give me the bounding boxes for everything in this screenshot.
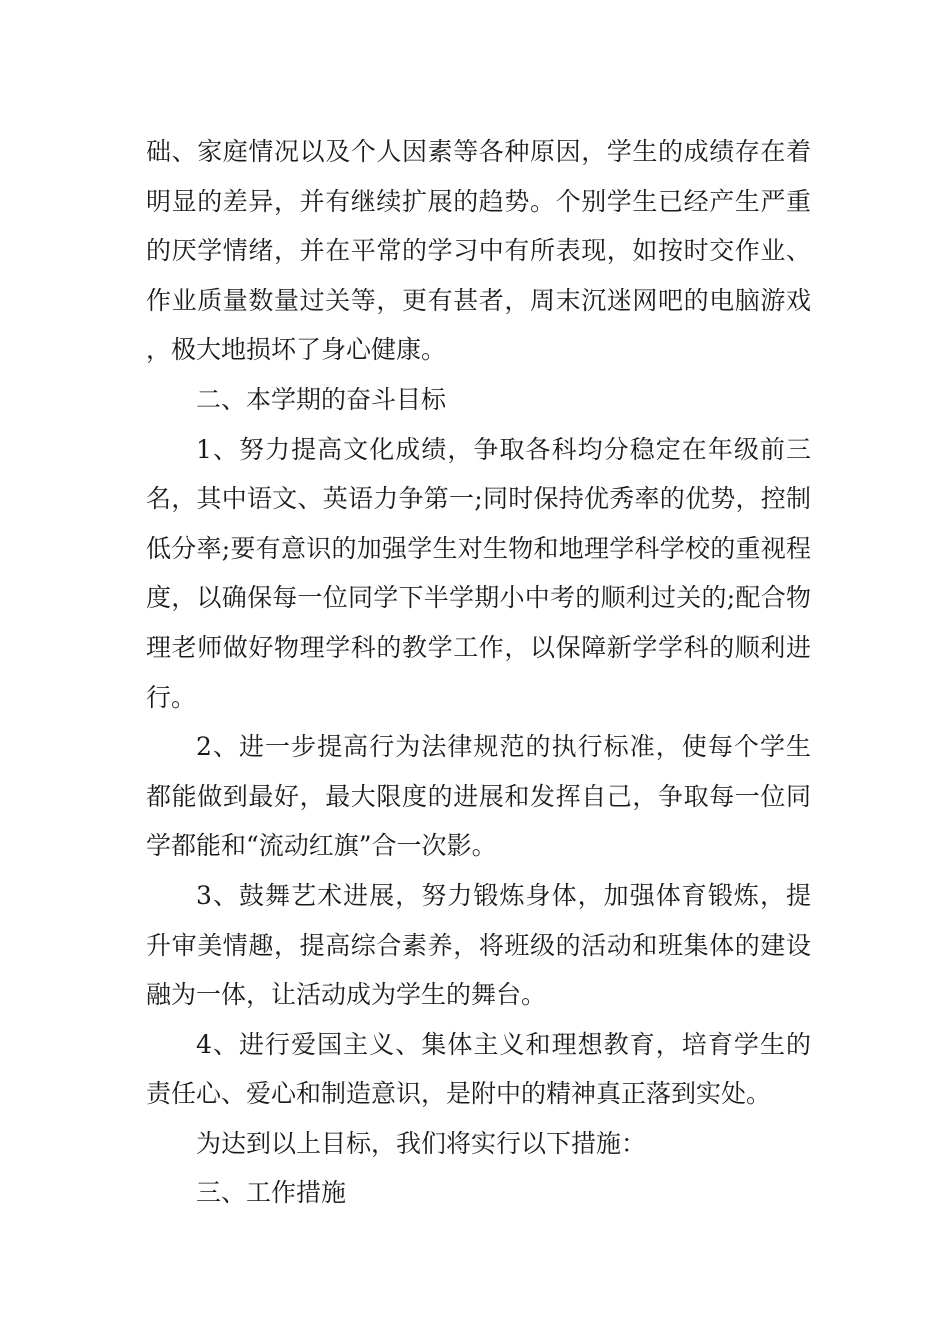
- document-body: [146, 127, 811, 1218]
- measures-intro: 为达到以上目标，我们将实行以下措施：: [196, 1128, 647, 1158]
- goal-item-4: 4、进行爱国主义、集体主义和理想教育，培育学生的责任心、爱心和制造意识，是附中的精神真正落到实处。: [146, 1029, 811, 1109]
- section-heading-measures: 三、工作措施: [196, 1178, 347, 1208]
- goal-item-1: 1、努力提高文化成绩，争取各科均分稳定在年级前三名，其中语文、英语力争第一;同时保持优秀率的优势，控制低分率;要有意识的加强学生对生物和地理学科学校的重视程度，以确保每一位同学下半学期小中考的顺利过关的;配合物理老师做好物理学科的教学工作，以保障新学学科的顺利进行。: [146, 434, 811, 712]
- paragraph-continuation: 础、家庭情况以及个人因素等各种原因，学生的成绩存在着明显的差异，并有继续扩展的趋势。个别学生已经产生严重的厌学情绪，并在平常的学习中有所表现，如按时交作业、作业质量数量过关等，更有甚者，周末沉迷网吧的电脑游戏，极大地损坏了身心健康。: [146, 137, 811, 365]
- goal-item-3: 3、鼓舞艺术进展，努力锻炼身体，加强体育锻炼，提升审美情趣，提高综合素养，将班级的活动和班集体的建设融为一体，让活动成为学生的舞台。: [146, 880, 811, 1010]
- goal-item-2: 2、进一步提高行为法律规范的执行标准，使每个学生都能做到最好，最大限度的进展和发挥自己，争取每一位同学都能和“流动红旗”合一次影。: [146, 732, 811, 861]
- section-heading-goals: 二、本学期的奋斗目标: [196, 384, 447, 414]
